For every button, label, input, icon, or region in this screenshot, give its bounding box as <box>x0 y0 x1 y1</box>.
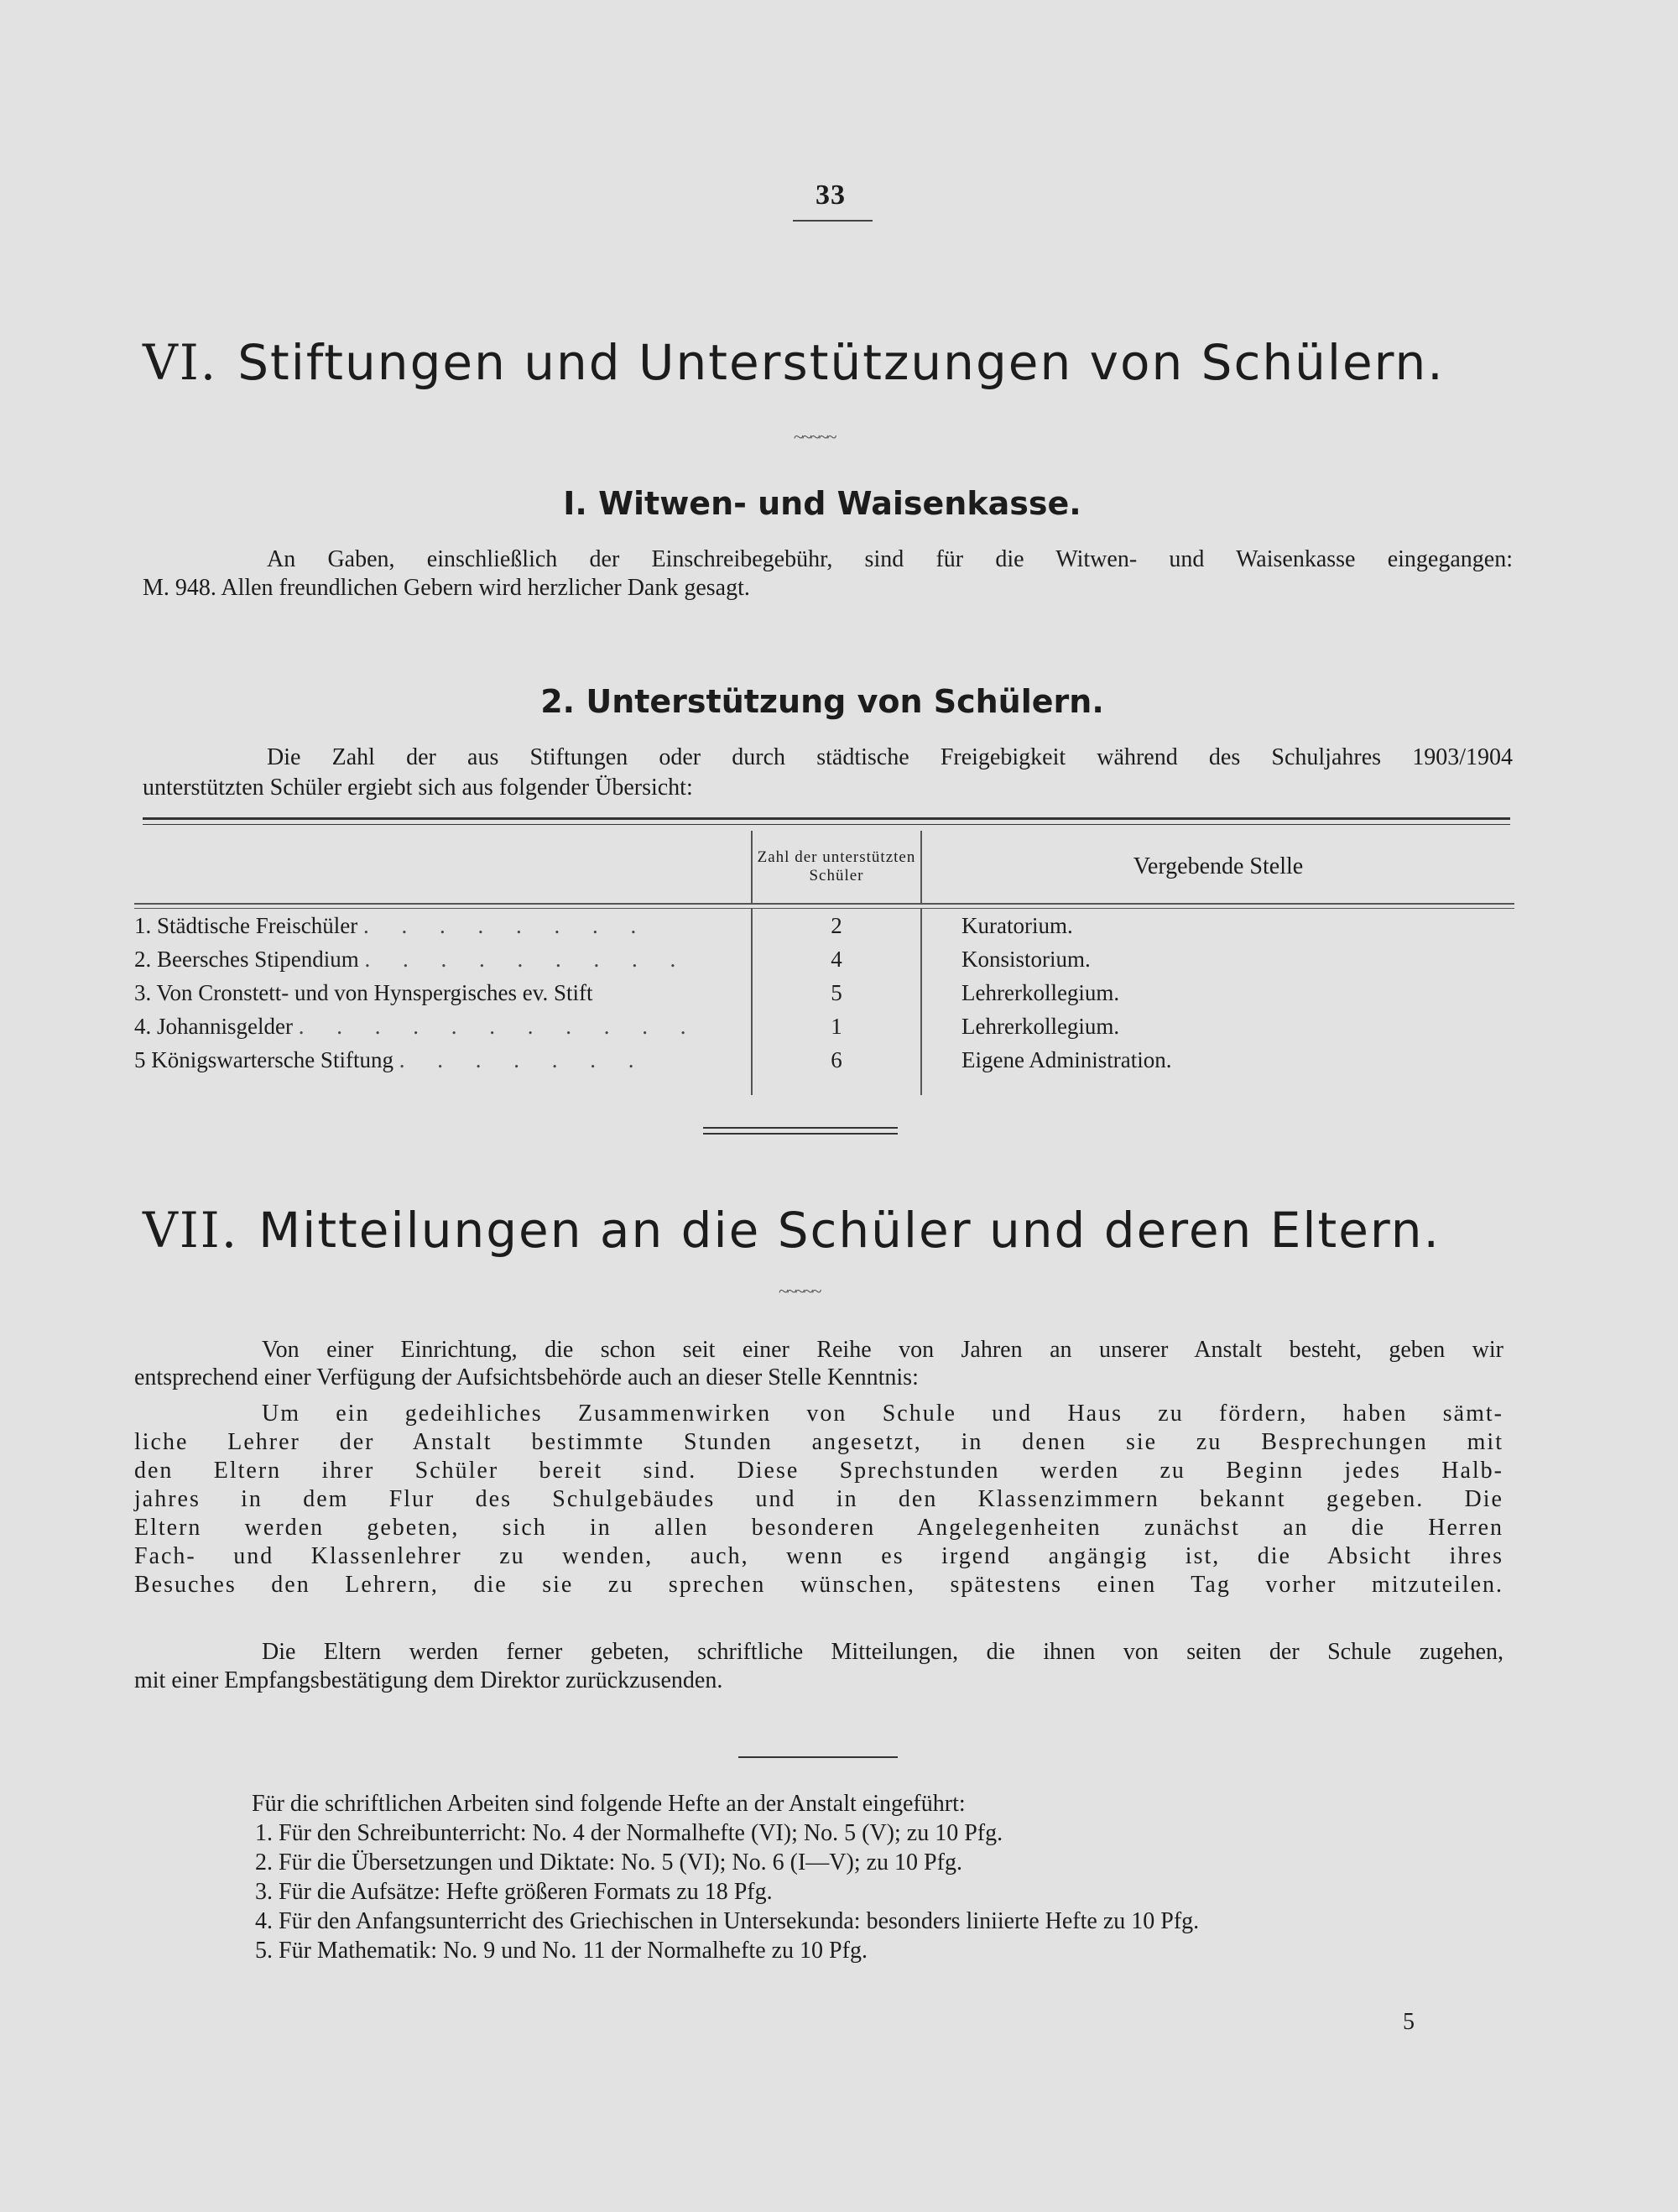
hefte-list <box>252 1789 1510 1965</box>
p2-line-3: den Eltern ihrer Schüler bereit sind. Diese Sprechstunden werden zu Beginn jedes Halb- <box>134 1458 1503 1484</box>
wave-ornament: ~~~~~ <box>794 426 836 447</box>
table-row <box>134 909 1514 943</box>
p2-line-6: Fach- und Klassenlehrer zu wenden, auch, wenn es irgend angängig ist, die Absicht ihres <box>134 1543 1503 1569</box>
section-divider-rule-2 <box>703 1133 898 1135</box>
witwen-heading: I. Witwen- und Waisenkasse. <box>563 485 1081 522</box>
wave-ornament: ~~~~~ <box>779 1281 821 1302</box>
p2-line-1: Um ein gedeihliches Zusammenwirken von Schule und Haus zu fördern, haben sämt- <box>262 1401 1503 1427</box>
table-row <box>134 942 1514 976</box>
page-number-underline <box>793 220 873 222</box>
p1-line-2: entsprechend einer Verfügung der Aufsichtsbehörde auch an dieser Stelle Kenntnis: <box>134 1364 919 1390</box>
table-header-row <box>134 831 1514 904</box>
leader-dots: . . . . . . . . . <box>364 946 690 972</box>
section-divider-rule <box>703 1127 898 1129</box>
short-divider-rule <box>738 1756 898 1758</box>
hefte-item: 3. Für die Aufsätze: Hefte größeren Formats zu 18 Pfg. <box>255 1879 773 1905</box>
leader-dots: . . . . . . . . . . . <box>298 1013 700 1039</box>
table-row <box>134 976 1514 1009</box>
hefte-item: 2. Für die Übersetzungen und Diktate: No. 5 (VI); No. 6 (I—V); zu 10 Pfg. <box>255 1849 962 1876</box>
section-7-title: Mitteilungen an die Schüler und deren Eltern. <box>258 1202 1441 1259</box>
row-name: 2. Beersches Stipendium <box>134 946 359 972</box>
leader-dots: . . . . . . . . <box>362 912 650 938</box>
section-6-heading <box>143 334 1502 391</box>
hefte-item: 5. Für Mathematik: No. 9 und No. 11 der Normalhefte zu 10 Pfg. <box>255 1938 868 1964</box>
row-stelle: Kuratorium. <box>961 912 1073 938</box>
table-row <box>134 1043 1514 1077</box>
section-6-roman: VI. <box>143 334 218 391</box>
row-stelle: Lehrerkollegium. <box>961 1013 1120 1039</box>
row-name: 1. Städtische Freischüler <box>134 912 358 938</box>
row-name: 3. Von Cronstett- und von Hynspergisches ev. Stift <box>134 979 593 1005</box>
witwen-text-line-1: An Gaben, einschließlich der Einschreibegebühr, sind für die Witwen- und Waisenkasse eingegangen: <box>267 546 1513 572</box>
row-stelle: Lehrerkollegium. <box>961 979 1120 1005</box>
p3-line-1: Die Eltern werden ferner gebeten, schriftliche Mitteilungen, die ihnen von seiten der Schule zugehen, <box>262 1639 1503 1665</box>
page-number: 33 <box>816 180 846 211</box>
section-6-title: Stiftungen und Unterstützungen von Schülern. <box>237 334 1445 391</box>
p2-line-4: jahres in dem Flur des Schulgebäudes und in den Klassenzimmern bekannt gegeben. Die <box>134 1486 1503 1512</box>
p2-line-2: liche Lehrer der Anstalt bestimmte Stunden angesetzt, in denen sie zu Besprechungen mit <box>134 1429 1503 1455</box>
table-row <box>134 1009 1514 1043</box>
table-top-rule <box>143 817 1510 820</box>
table-top-rule-thin <box>143 824 1510 825</box>
witwen-text-line-2: M. 948. Allen freundlichen Gebern wird herzlicher Dank gesagt. <box>143 575 750 601</box>
p2-line-7: Besuches den Lehrern, die sie zu sprechen wünschen, spätestens einen Tag vorher mitzuteilen. <box>134 1572 1503 1598</box>
support-text-line-1: Die Zahl der aus Stiftungen oder durch städtische Freigebigkeit während des Schuljahres 1903/1904 <box>267 744 1513 770</box>
row-stelle: Eigene Administration. <box>961 1046 1172 1072</box>
p2-line-5: Eltern werden gebeten, sich in allen besonderen Angelegenheiten zunächst an die Herren <box>134 1515 1503 1541</box>
row-stelle: Konsistorium. <box>961 946 1091 972</box>
p3-line-2: mit einer Empfangsbestätigung dem Direktor zurückzusenden. <box>134 1667 723 1693</box>
row-name: 4. Johannisgelder <box>134 1013 293 1039</box>
row-count: 1 <box>752 1009 921 1043</box>
table-header-stelle: Vergebende Stelle <box>1133 853 1304 879</box>
row-count: 4 <box>752 942 921 976</box>
table-header-name <box>134 831 752 904</box>
section-7-heading <box>143 1202 1502 1259</box>
support-text-line-2: unterstützten Schüler ergiebt sich aus folgender Übersicht: <box>143 775 693 801</box>
row-count: 5 <box>752 976 921 1009</box>
table-header-count: Zahl der unterstützten Schüler <box>752 831 921 904</box>
hefte-intro: Für die schriftlichen Arbeiten sind folgende Hefte an der Anstalt eingeführt: <box>252 1791 966 1817</box>
support-overview-table <box>134 831 1514 1095</box>
hefte-item: 1. Für den Schreibunterricht: No. 4 der Normalhefte (VI); No. 5 (V); zu 10 Pfg. <box>255 1820 1003 1846</box>
section-7-roman: VII. <box>143 1202 239 1259</box>
signature-number: 5 <box>1403 2009 1415 2035</box>
p1-line-1: Von einer Einrichtung, die schon seit einer Reihe von Jahren an unserer Anstalt besteht, geben wir <box>262 1337 1503 1363</box>
leader-dots: . . . . . . . <box>399 1046 648 1072</box>
hefte-item: 4. Für den Anfangsunterricht des Griechischen in Untersekunda: besonders liniierte Hefte zu 10 Pfg. <box>255 1908 1200 1934</box>
support-heading: 2. Unterstützung von Schülern. <box>540 683 1104 720</box>
row-count: 2 <box>752 909 921 943</box>
row-count: 6 <box>752 1043 921 1077</box>
row-name: 5 Königswartersche Stiftung <box>134 1046 393 1072</box>
table-bottom-spacer <box>134 1077 1514 1095</box>
